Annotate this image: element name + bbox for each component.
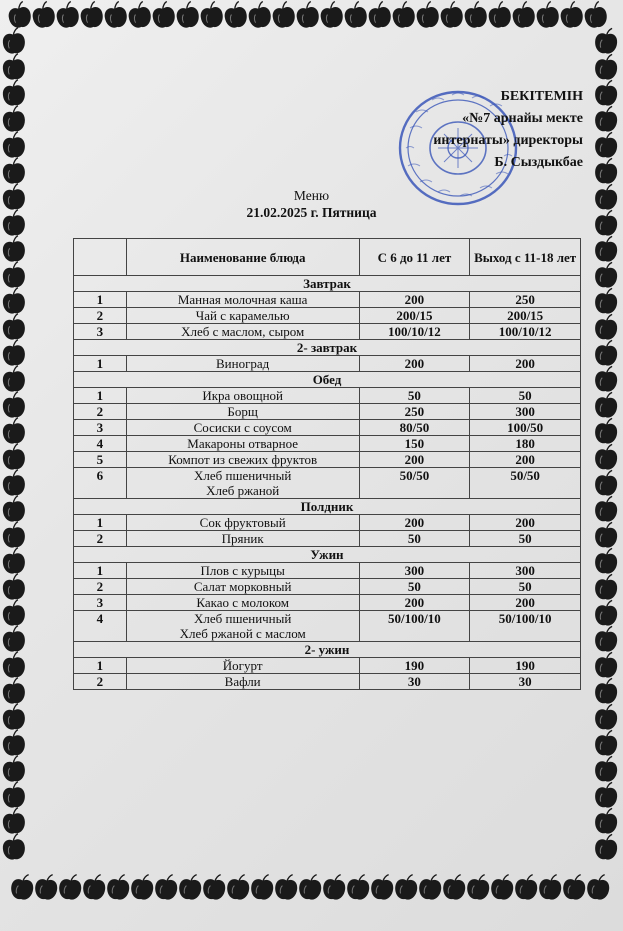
apple-border-icon	[594, 235, 618, 262]
apple-border-icon	[322, 873, 347, 901]
apple-border-icon	[490, 873, 515, 901]
portion-age1: 200/15	[359, 308, 470, 324]
dish-name	[126, 452, 359, 468]
dish-line: Йогурт	[222, 658, 263, 673]
apple-border-icon	[2, 625, 26, 652]
apple-border-icon	[202, 873, 227, 901]
portion-age2: 50/100/10	[470, 611, 581, 642]
dish-name	[126, 324, 359, 340]
portion-age2: 180	[470, 436, 581, 452]
section-row	[74, 547, 581, 563]
apple-border-icon	[34, 873, 59, 901]
apple-border-icon	[250, 873, 275, 901]
table-row	[74, 611, 581, 642]
portion-age2: 250	[470, 292, 581, 308]
table-row	[74, 579, 581, 595]
apple-border-icon	[7, 1, 32, 29]
apple-border-icon	[130, 873, 155, 901]
apple-border-icon	[271, 1, 296, 29]
approval-name: Б. Сыздыкбае	[494, 155, 583, 170]
dish-name	[126, 468, 359, 499]
apple-border-icon	[594, 729, 618, 756]
apple-border-icon	[103, 1, 128, 29]
apple-border-icon	[2, 131, 26, 158]
row-number: 2	[74, 531, 127, 547]
apple-border-icon	[2, 469, 26, 496]
dish-name	[126, 436, 359, 452]
table-row	[74, 436, 581, 452]
apple-border-icon	[2, 235, 26, 262]
portion-age1: 200	[359, 515, 470, 531]
apple-border-icon	[594, 79, 618, 106]
apple-border-icon	[2, 703, 26, 730]
apple-border-icon	[226, 873, 251, 901]
apple-border-icon	[58, 873, 83, 901]
apple-border-icon	[178, 873, 203, 901]
apple-border-icon	[2, 417, 26, 444]
portion-age1: 150	[359, 436, 470, 452]
portion-age1: 200	[359, 595, 470, 611]
portion-age1: 50	[359, 531, 470, 547]
apple-border-icon	[594, 547, 618, 574]
apple-border-icon	[562, 873, 587, 901]
apple-border-icon	[594, 651, 618, 678]
apple-border-icon	[594, 469, 618, 496]
row-number: 1	[74, 515, 127, 531]
dish-name	[126, 579, 359, 595]
dish-line: Виноград	[216, 356, 270, 371]
dish-name	[126, 515, 359, 531]
row-number: 3	[74, 420, 127, 436]
apple-border-icon	[2, 53, 26, 80]
table-row	[74, 404, 581, 420]
portion-age2: 200	[470, 356, 581, 372]
dish-line: Хлеб ржаной с маслом	[179, 626, 306, 641]
table-row	[74, 420, 581, 436]
apple-border-icon	[31, 1, 56, 29]
row-number: 2	[74, 404, 127, 420]
dish-line: Чай с карамелью	[195, 308, 290, 323]
table-row	[74, 452, 581, 468]
approval-position: интернаты» директоры	[433, 133, 583, 148]
portion-age1: 50	[359, 388, 470, 404]
apple-border-icon	[535, 1, 560, 29]
dish-name	[126, 595, 359, 611]
section-row	[74, 276, 581, 292]
row-number: 1	[74, 292, 127, 308]
apple-border-icon	[127, 1, 152, 29]
portion-age2: 100/50	[470, 420, 581, 436]
table-row	[74, 658, 581, 674]
section-row	[74, 340, 581, 356]
portion-age2: 50	[470, 388, 581, 404]
portion-age2: 30	[470, 674, 581, 690]
apple-border-icon	[2, 79, 26, 106]
apple-border-icon	[594, 391, 618, 418]
dish-line: Хлеб с маслом, сыром	[181, 324, 305, 339]
apple-border-icon	[466, 873, 491, 901]
age2-header: Выход с 11-18 лет	[470, 239, 581, 276]
table-row	[74, 468, 581, 499]
apple-border-icon	[594, 339, 618, 366]
dish-line: Какао с молоком	[196, 595, 289, 610]
table-row	[74, 324, 581, 340]
row-number: 2	[74, 674, 127, 690]
apple-border-icon	[2, 781, 26, 808]
portion-age1: 200	[359, 292, 470, 308]
apple-border-icon	[82, 873, 107, 901]
row-number: 3	[74, 324, 127, 340]
dish-line: Сок фруктовый	[199, 515, 286, 530]
apple-border-icon	[594, 781, 618, 808]
apple-border-icon	[2, 157, 26, 184]
portion-age2: 50	[470, 579, 581, 595]
apple-border-icon	[594, 313, 618, 340]
apple-border-icon	[559, 1, 584, 29]
apple-border-icon	[594, 521, 618, 548]
dish-line: Сосиски с соусом	[193, 420, 292, 435]
portion-age1: 300	[359, 563, 470, 579]
table-row	[74, 595, 581, 611]
apple-border-icon	[594, 287, 618, 314]
row-number: 1	[74, 563, 127, 579]
apple-border-icon	[154, 873, 179, 901]
apple-border-icon	[199, 1, 224, 29]
apple-border-icon	[594, 625, 618, 652]
apple-border-icon	[2, 313, 26, 340]
section-title: Завтрак	[74, 276, 581, 292]
apple-border-icon	[594, 703, 618, 730]
apple-border-icon	[151, 1, 176, 29]
apple-border-icon	[594, 573, 618, 600]
dish-line: Салат морковный	[193, 579, 292, 594]
apple-border-icon	[394, 873, 419, 901]
table-row	[74, 308, 581, 324]
row-number: 1	[74, 388, 127, 404]
apple-border-icon	[2, 755, 26, 782]
apple-border-icon	[2, 27, 26, 54]
apple-border-icon	[274, 873, 299, 901]
apple-border-icon	[594, 105, 618, 132]
apple-border-icon	[594, 157, 618, 184]
portion-age2: 300	[470, 404, 581, 420]
approval-block	[383, 86, 583, 174]
apple-border-icon	[514, 873, 539, 901]
approval-title: БЕКІТЕМІН	[500, 89, 583, 104]
apple-border-icon	[2, 807, 26, 834]
apple-border-icon	[415, 1, 440, 29]
apple-border-icon	[223, 1, 248, 29]
dish-name	[126, 420, 359, 436]
apple-border-icon	[586, 873, 611, 901]
row-number: 1	[74, 658, 127, 674]
portion-age1: 100/10/12	[359, 324, 470, 340]
apple-border-icon	[538, 873, 563, 901]
apple-border-icon	[583, 1, 608, 29]
portion-age2: 50/50	[470, 468, 581, 499]
apple-border-icon	[2, 495, 26, 522]
dish-line: Манная молочная каша	[177, 292, 308, 307]
apple-border-icon	[391, 1, 416, 29]
apple-border-icon	[55, 1, 80, 29]
apple-border-icon	[594, 599, 618, 626]
apple-border-icon	[2, 677, 26, 704]
apple-border-icon	[2, 443, 26, 470]
dish-line: Хлеб пшеничный	[193, 468, 292, 483]
menu-table	[73, 238, 581, 690]
apple-border-icon	[442, 873, 467, 901]
apple-border-icon	[295, 1, 320, 29]
apple-border-icon	[594, 833, 618, 860]
table-row	[74, 531, 581, 547]
dish-name	[126, 388, 359, 404]
apple-border-icon	[594, 365, 618, 392]
portion-age2: 200	[470, 452, 581, 468]
row-number: 3	[74, 595, 127, 611]
dish-name	[126, 611, 359, 642]
apple-border-icon	[2, 287, 26, 314]
apple-border-icon	[463, 1, 488, 29]
portion-age1: 50	[359, 579, 470, 595]
section-title: Ужин	[74, 547, 581, 563]
row-number: 4	[74, 611, 127, 642]
apple-border-icon	[594, 755, 618, 782]
apple-border-icon	[594, 261, 618, 288]
table-row	[74, 563, 581, 579]
section-title: 2- завтрак	[74, 340, 581, 356]
apple-border-icon	[418, 873, 443, 901]
portion-age1: 50/100/10	[359, 611, 470, 642]
dish-line: Икра овощной	[202, 388, 284, 403]
apple-border-icon	[319, 1, 344, 29]
row-number: 2	[74, 308, 127, 324]
apple-border-icon	[367, 1, 392, 29]
apple-border-icon	[594, 677, 618, 704]
apple-border-icon	[594, 27, 618, 54]
table-row	[74, 515, 581, 531]
row-number: 5	[74, 452, 127, 468]
menu-date: 21.02.2025 г. Пятница	[246, 205, 377, 220]
section-row	[74, 499, 581, 515]
number-header	[74, 239, 127, 276]
portion-age1: 200	[359, 452, 470, 468]
apple-border-icon	[2, 547, 26, 574]
portion-age2: 200/15	[470, 308, 581, 324]
dish-name	[126, 674, 359, 690]
apple-border-icon	[2, 339, 26, 366]
portion-age2: 100/10/12	[470, 324, 581, 340]
apple-border-icon	[594, 495, 618, 522]
approval-school: «№7 арнайы мекте	[462, 111, 583, 126]
apple-border-icon	[2, 833, 26, 860]
dish-name	[126, 563, 359, 579]
apple-border-icon	[175, 1, 200, 29]
dish-name	[126, 292, 359, 308]
section-title: Полдник	[74, 499, 581, 515]
portion-age2: 200	[470, 515, 581, 531]
apple-border-icon	[2, 391, 26, 418]
dish-name	[126, 658, 359, 674]
menu-header-row	[74, 239, 581, 276]
apple-border-icon	[247, 1, 272, 29]
section-row	[74, 642, 581, 658]
portion-age1: 50/50	[359, 468, 470, 499]
apple-border-icon	[2, 651, 26, 678]
apple-border-icon	[106, 873, 131, 901]
row-number: 1	[74, 356, 127, 372]
row-number: 2	[74, 579, 127, 595]
table-row	[74, 292, 581, 308]
dish-name	[126, 308, 359, 324]
apple-border-icon	[594, 417, 618, 444]
portion-age2: 200	[470, 595, 581, 611]
row-number: 4	[74, 436, 127, 452]
dish-line: Борщ	[227, 404, 258, 419]
dish-line: Компот из свежих фруктов	[168, 452, 318, 467]
apple-border-icon	[594, 131, 618, 158]
apple-border-icon	[594, 53, 618, 80]
dish-name	[126, 531, 359, 547]
dish-line: Макароны отварное	[187, 436, 299, 451]
dish-line: Плов с курыцы	[200, 563, 285, 578]
table-row	[74, 388, 581, 404]
apple-border-icon	[594, 443, 618, 470]
table-row	[74, 356, 581, 372]
dish-line: Хлеб пшеничный	[193, 611, 292, 626]
dish-name	[126, 404, 359, 420]
section-title: 2- ужин	[74, 642, 581, 658]
apple-border-icon	[10, 873, 35, 901]
apple-border-icon	[2, 599, 26, 626]
apple-border-icon	[346, 873, 371, 901]
portion-age2: 190	[470, 658, 581, 674]
apple-border-icon	[2, 105, 26, 132]
apple-border-icon	[2, 261, 26, 288]
apple-border-icon	[2, 729, 26, 756]
apple-border-icon	[298, 873, 323, 901]
apple-border-icon	[2, 365, 26, 392]
portion-age1: 80/50	[359, 420, 470, 436]
portion-age1: 250	[359, 404, 470, 420]
table-row	[74, 674, 581, 690]
age1-header: С 6 до 11 лет	[359, 239, 470, 276]
dish-line: Пряник	[221, 531, 264, 546]
apple-border-icon	[487, 1, 512, 29]
apple-border-icon	[343, 1, 368, 29]
menu-title: Меню	[293, 188, 330, 203]
apple-border-icon	[2, 521, 26, 548]
apple-border-icon	[370, 873, 395, 901]
apple-border-icon	[511, 1, 536, 29]
section-row	[74, 372, 581, 388]
section-title: Обед	[74, 372, 581, 388]
portion-age1: 190	[359, 658, 470, 674]
dish-name	[126, 356, 359, 372]
apple-border-icon	[79, 1, 104, 29]
apple-border-icon	[594, 807, 618, 834]
portion-age1: 30	[359, 674, 470, 690]
portion-age1: 200	[359, 356, 470, 372]
row-number: 6	[74, 468, 127, 499]
portion-age2: 300	[470, 563, 581, 579]
dish-line: Вафли	[224, 674, 261, 689]
dish-header: Наименование блюда	[126, 239, 359, 276]
apple-border-icon	[439, 1, 464, 29]
apple-border-icon	[2, 573, 26, 600]
portion-age2: 50	[470, 531, 581, 547]
dish-line: Хлеб ржаной	[206, 483, 280, 498]
